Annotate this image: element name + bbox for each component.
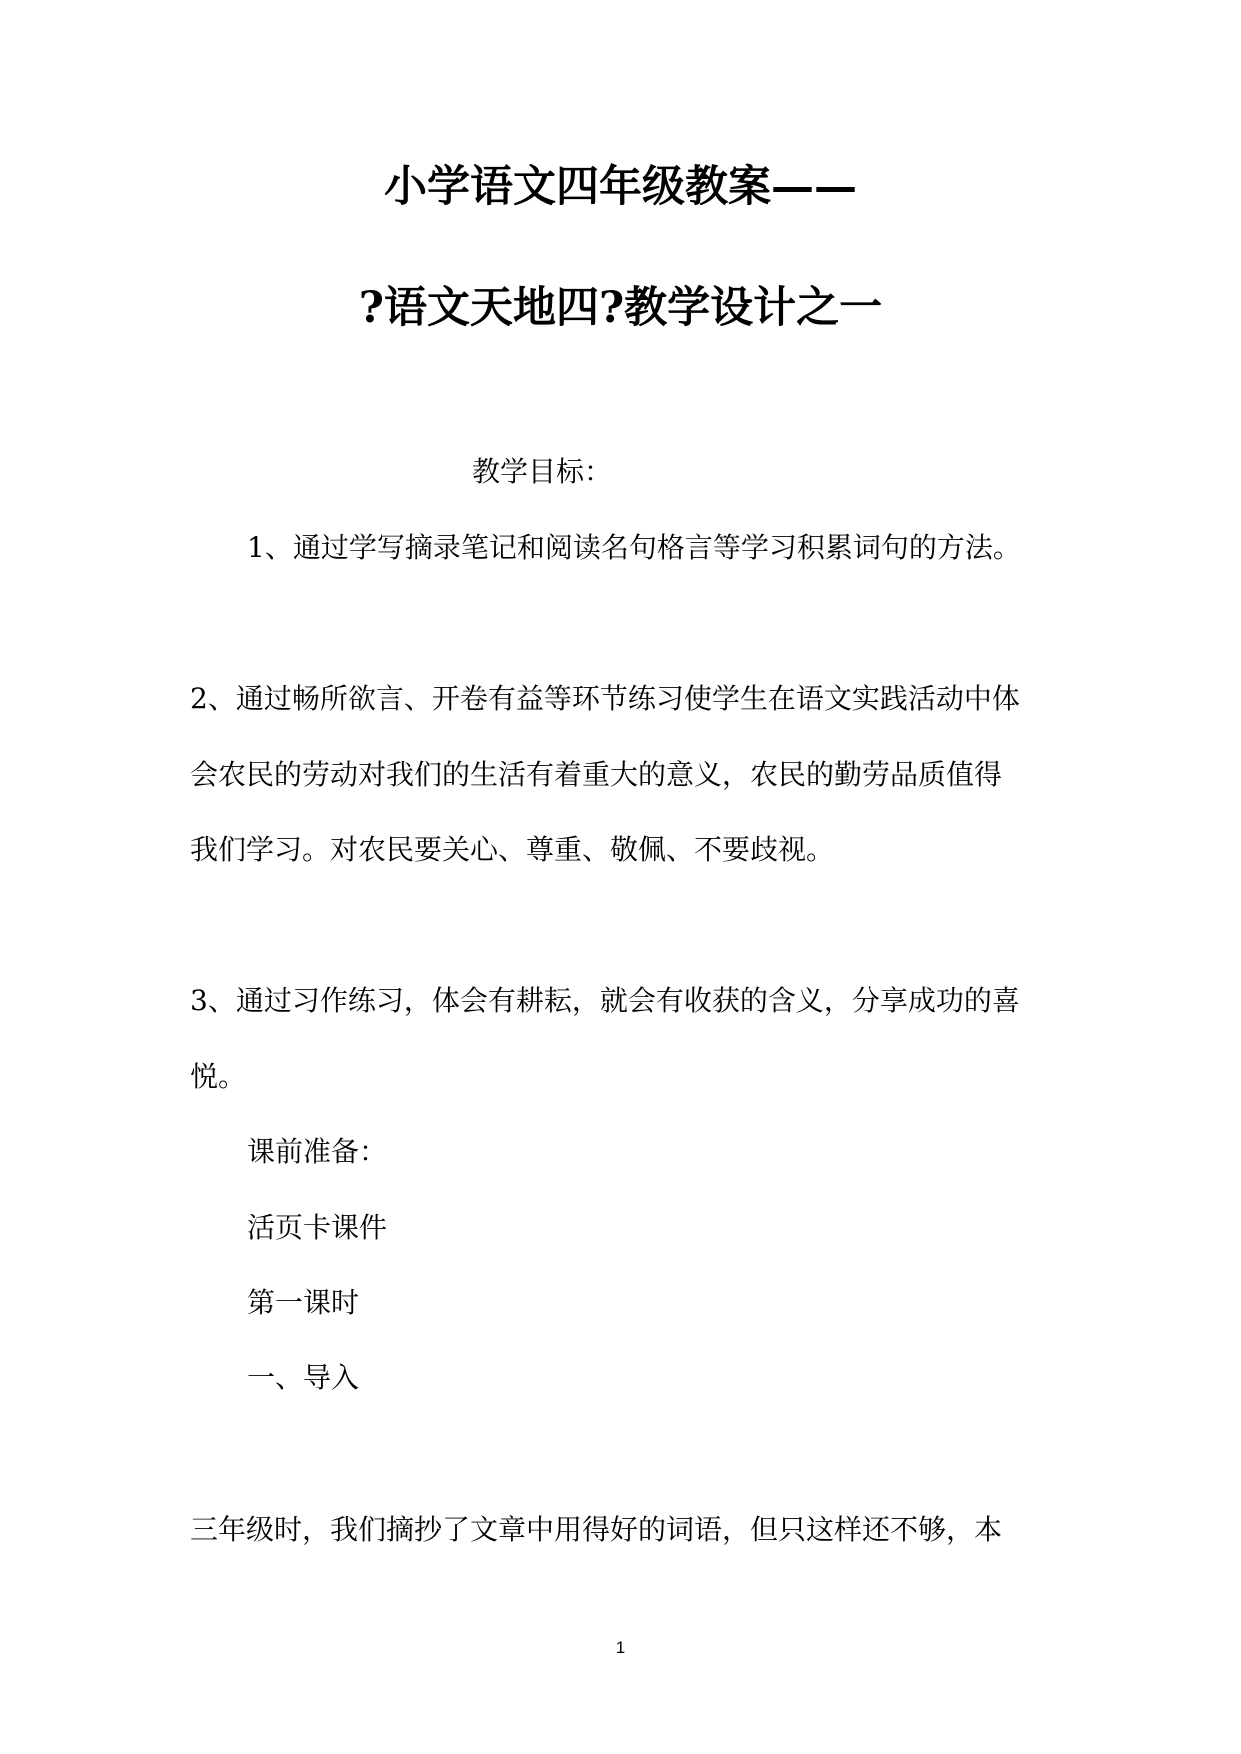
part-heading: 一、导入 (247, 1361, 360, 1394)
lesson-heading: 第一课时 (247, 1286, 360, 1319)
objective-3-line-2: 悦。 (190, 1060, 247, 1093)
objective-2-line-2: 会农民的劳动对我们的生活有着重大的意义，农民的勤劳品质值得 (190, 758, 1003, 791)
page-number: 1 (615, 1638, 626, 1657)
objective-2-line-1: 2、通过畅所欲言、开卷有益等环节练习使学生在语文实践活动中体 (190, 682, 1020, 715)
objective-1: 1、通过学写摘录笔记和阅读名句格言等学习积累词句的方法。 (247, 531, 1021, 564)
document-title-line-2: ?语文天地四?教学设计之一 (358, 283, 883, 333)
preparation-item: 活页卡课件 (247, 1211, 388, 1244)
section-heading-preparation: 课前准备： (247, 1135, 388, 1168)
objective-3-line-1: 3、通过习作练习，体会有耕耘，就会有收获的含义，分享成功的喜 (190, 984, 1020, 1017)
body-paragraph-line: 三年级时，我们摘抄了文章中用得好的词语，但只这样还不够，本 (190, 1513, 1003, 1546)
document-title-line-1: 小学语文四年级教案—— (384, 162, 857, 212)
objective-2-line-3: 我们学习。对农民要关心、尊重、敬佩、不要歧视。 (190, 833, 835, 866)
section-heading-objectives: 教学目标： (472, 455, 613, 488)
